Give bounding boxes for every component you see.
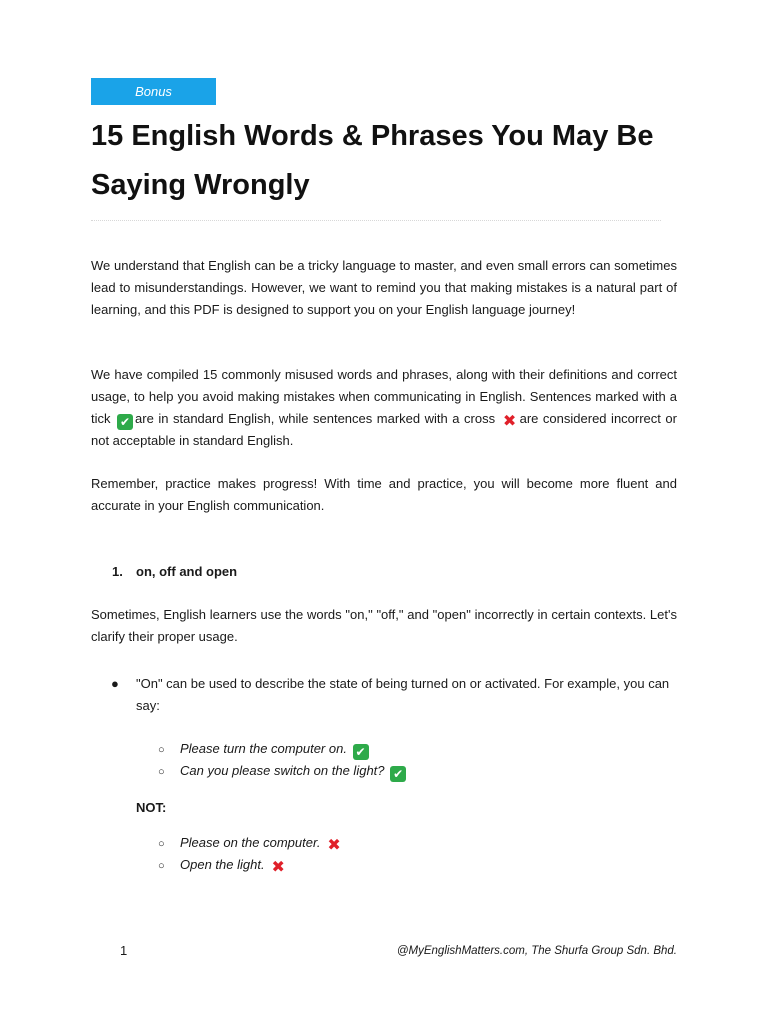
cross-icon: ✖: [327, 837, 341, 854]
page-number: 1: [120, 943, 128, 958]
correct-example-2: [158, 760, 408, 783]
intro-paragraph-3: Remember, practice makes progress! With time and practice, you will become more fluent and accurate in your English communication.: [91, 476, 677, 513]
intro-p2-part-b: are in standard English, while sentences marked with a cross: [135, 411, 496, 426]
incorrect-example-1: [158, 832, 344, 855]
example-text: Open the light.: [180, 857, 265, 872]
section-description: Sometimes, English learners use the words "on," "off," and "open" incorrectly in certain contexts. Let's clarify their proper usage.: [91, 607, 677, 644]
tick-icon: ✔: [117, 414, 133, 430]
example-text: Please on the computer.: [180, 835, 321, 850]
not-label: NOT:: [136, 800, 167, 815]
bullet-text: "On" can be used to describe the state of being turned on or activated. For example, you can say:: [136, 676, 670, 713]
incorrect-example-2: [158, 854, 288, 877]
circle-bullet-icon: ○: [158, 744, 165, 756]
title-divider: [91, 220, 661, 221]
section-heading: [112, 561, 237, 583]
intro-p2-part-a: We have compiled 15 commonly misused words and phrases, along with their definitions and correct usage, to help you avoid making mistakes when communicating in English. Sentences marked with a tick: [91, 367, 677, 426]
cross-icon: ✖: [271, 859, 285, 876]
section-title: on, off and open: [136, 564, 238, 579]
section-number: 1.: [112, 564, 123, 579]
intro-paragraph-1: We understand that English can be a tricky language to master, and even small errors can sometimes lead to misunderstandings. However, we want to remind you that making mistakes is a natural part of learning, and this PDF is designed to support you on your English language journey!: [91, 258, 677, 317]
circle-bullet-icon: ○: [158, 838, 165, 850]
correct-example-1: [158, 738, 371, 761]
circle-bullet-icon: ○: [158, 766, 165, 778]
example-text: Please turn the computer on.: [180, 741, 347, 756]
tick-icon: ✔: [390, 766, 406, 782]
intro-p2-part-c: are considered incorrect or not acceptable in standard English.: [91, 411, 677, 448]
circle-bullet-icon: ○: [158, 860, 165, 872]
example-text: Can you please switch on the light?: [180, 763, 385, 778]
bullet-icon: ●: [111, 676, 119, 691]
cross-icon: ✖: [502, 413, 517, 430]
intro-paragraph-2: [91, 364, 677, 452]
bonus-badge: Bonus: [91, 78, 216, 105]
footer-credit: @MyEnglishMatters.com, The Shurfa Group Sdn. Bhd.: [396, 945, 677, 957]
tick-icon: ✔: [353, 744, 369, 760]
page-title: 15 English Words & Phrases You May Be Saying Wrongly: [91, 120, 654, 201]
